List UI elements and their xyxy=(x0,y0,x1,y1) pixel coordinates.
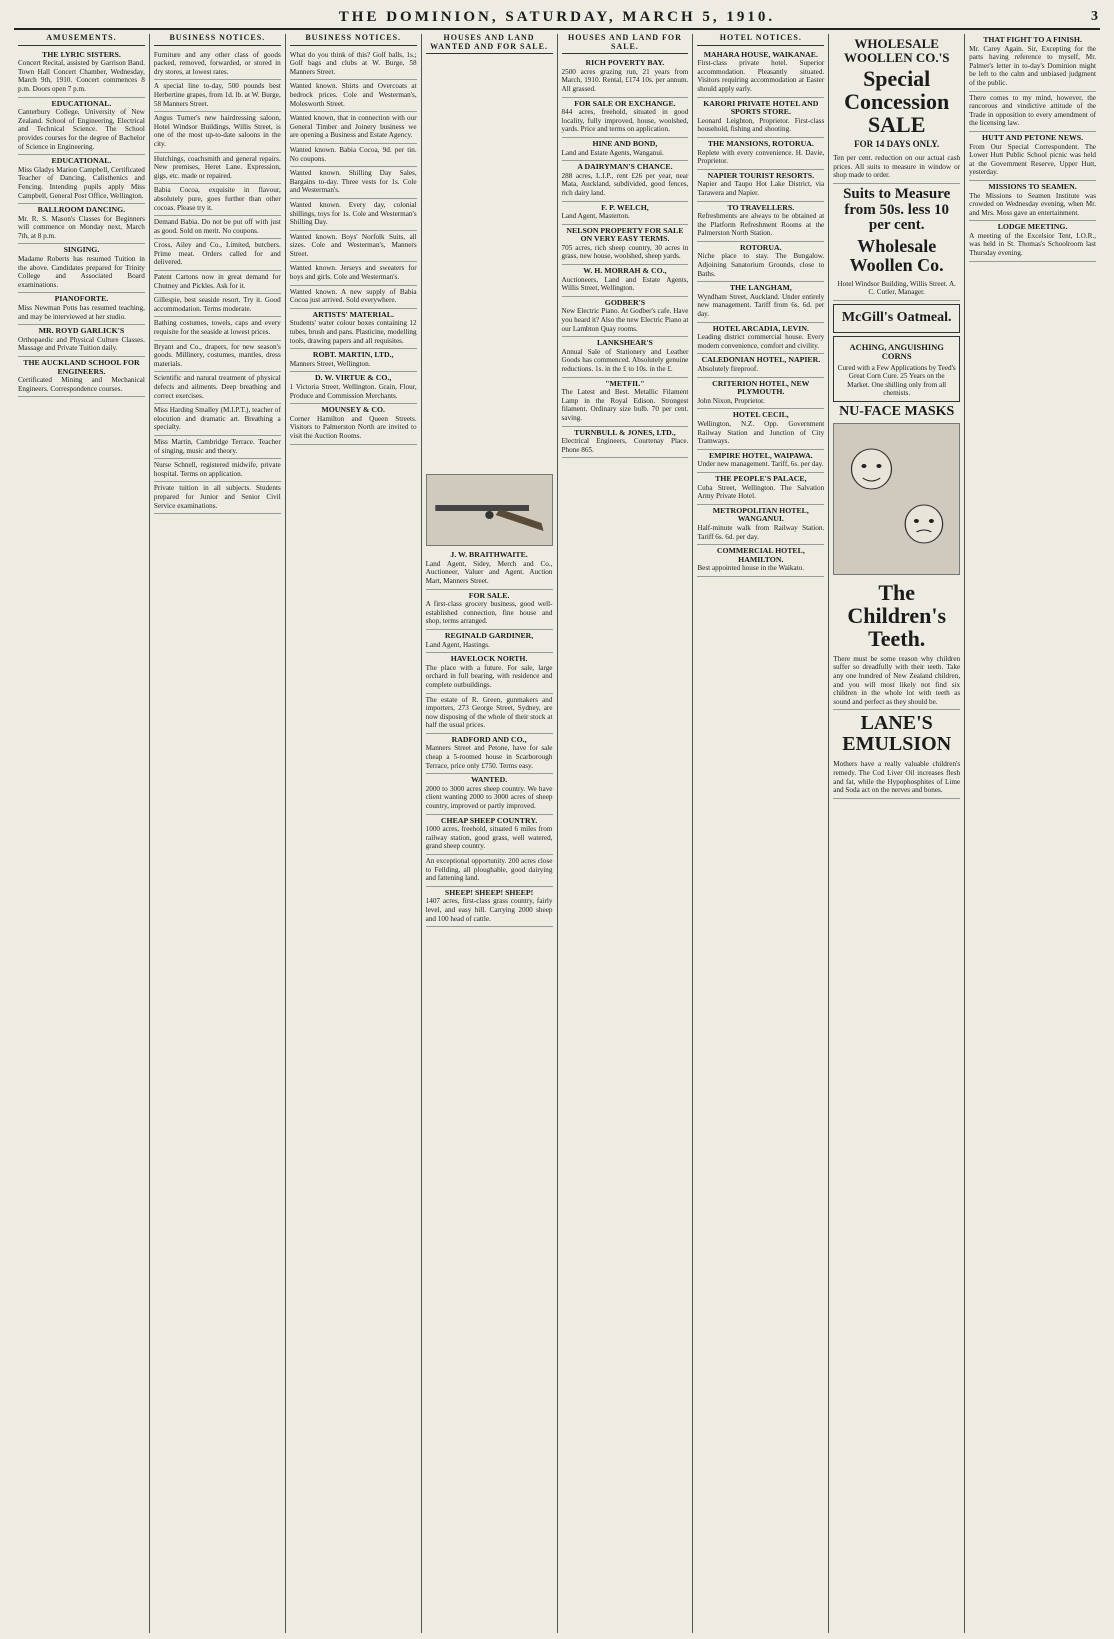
ad-list xyxy=(426,549,553,927)
ad-text: Wyndham Street, Auckland. Under entirely new management. Tariff from 6s. 6d. per day. xyxy=(697,292,825,319)
sale-heading: Special Concession SALE xyxy=(844,66,950,138)
ad-text: From Our Special Correspondent. The Lower Hutt Public School picnic was held at the Government Reserve, Upper Hutt, yesterday. xyxy=(969,142,1096,177)
ad-item xyxy=(562,225,689,265)
ad-item xyxy=(18,204,145,244)
ad-item xyxy=(562,265,689,297)
ad-heading: ROBT. MARTIN, LTD., xyxy=(312,350,394,360)
newspaper-title: THE DOMINION, SATURDAY, MARCH 5, 1910. xyxy=(338,8,776,25)
ad-item xyxy=(154,239,281,271)
ad-text: Concert Recital, assisted by Garrison Band. Town Hall Concert Chamber, Wednesday, March 9th, 1910. Concert commences 8 p.m. Doors open 7 p.m. xyxy=(18,59,145,93)
column-heading: HOUSES AND LAND FOR SALE. xyxy=(562,34,689,54)
ad-heading: HOTEL ARCADIA, LEVIN. xyxy=(712,323,809,333)
ad-text: The estate of R. Green, gunmakers and importers, 273 George Street, Sydney, are now disposing of the whole of their stock at half the usual prices. xyxy=(425,695,553,730)
ad-text: Land and Estate Agents, Wanganui. xyxy=(561,148,664,157)
ad-text: Angus Turner's new hairdressing saloon, Hotel Windsor Buildings, Willis Street, is one of the most up-to-date saloons in the city. xyxy=(153,114,281,148)
ad-text: 2000 to 3000 acres sheep country. We have client wanting 2000 to 3000 acres of sheep country, improved or partly improved. xyxy=(425,784,553,811)
article-list xyxy=(969,34,1096,262)
ad-heading: LANKSHEAR'S xyxy=(596,338,653,348)
ad-text: Refreshments are always to be obtained at the Platform Refreshment Rooms at the Palmerston North Station. xyxy=(697,212,825,238)
ad-heading: CRITERION HOTEL, NEW PLYMOUTH. xyxy=(712,378,810,397)
ad-item xyxy=(290,231,417,263)
column-heading: HOUSES AND LAND WANTED AND FOR SALE. xyxy=(426,34,553,54)
ad-text: 1000 acres, freehold, situated 6 miles from railway station, good grass, well watered, grand sheep country. xyxy=(425,825,553,851)
ad-item xyxy=(426,815,553,855)
ad-heading: CHEAP SHEEP COUNTRY. xyxy=(440,815,538,825)
ad-item xyxy=(154,271,281,294)
ad-item xyxy=(18,244,145,293)
ad-heading: THE LANGHAM, xyxy=(729,283,792,293)
ad-item xyxy=(562,202,689,225)
gun-icon xyxy=(427,475,552,545)
ad-item xyxy=(154,112,281,152)
ad-heading: A DAIRYMAN'S CHANCE. xyxy=(577,162,673,172)
ad-item xyxy=(154,482,281,514)
column-heading: BUSINESS NOTICES. xyxy=(154,34,281,46)
column-display-ads xyxy=(829,34,965,1633)
ad-heading: FOR SALE. xyxy=(468,590,510,600)
ad-text: Wanted known. Jerseys and sweaters for boys and girls. Cole and Westerman's. xyxy=(289,264,417,282)
ad-heading: HOTEL CECIL, xyxy=(732,410,789,420)
ad-text: A special line to-day, 500 pounds best Herbertine grapes, from 1d. lb. at W. Burge, 58 Manners Street. xyxy=(153,82,281,108)
nuface-illustration xyxy=(833,423,960,575)
ad-text: Cuba Street, Wellington. The Salvation Army Private Hotel. xyxy=(697,483,825,501)
ad-item xyxy=(969,221,1096,261)
ad-text: Napier and Taupo Hot Lake District, via Tarawera and Napier. xyxy=(697,180,825,197)
ad-item xyxy=(969,181,1096,221)
ad-list xyxy=(562,57,689,458)
ad-text: Annual Sale of Stationery and Leather Goods has commenced. Absolutely genuine reductions. 1s. in the £ to 10s. in the £. xyxy=(561,347,689,373)
ad-text: Patent Cartons now in great demand for Chutney and Pickles. Ask for it. xyxy=(153,273,281,290)
column-houses-sale xyxy=(558,34,694,1633)
ad-item xyxy=(562,57,689,97)
ad-item xyxy=(697,242,824,282)
ad-heading: MISSIONS TO SEAMEN. xyxy=(988,181,1077,191)
ad-text: Land Agent, Masterton. xyxy=(561,212,630,221)
corns-title: ACHING, ANGUISHING CORNS xyxy=(849,341,944,361)
ad-text: Land Agent, Sidey, Merch and Co., Auctioneer, Valuer and Agent. Auction Mart, Manners Street. xyxy=(425,559,553,585)
ad-text: Leonard Leighton, Proprietor. First-class household, fishing and shooting. xyxy=(697,116,825,134)
ad-text: Mr. Carey Again. Sir, Excepting for the parts having reference to myself, Mr. Palmer's letter in to-day's Dominion might be left to the calm and unbiased judgment of the public. xyxy=(969,44,1096,87)
ad-item xyxy=(154,184,281,216)
ad-item xyxy=(290,199,417,231)
ad-item xyxy=(426,855,553,887)
column-news xyxy=(965,34,1100,1633)
ad-item xyxy=(697,473,824,505)
ad-heading: HUTT AND PETONE NEWS. xyxy=(982,132,1084,142)
page-number: 3 xyxy=(1091,9,1100,24)
ad-heading: BALLROOM DANCING. xyxy=(37,205,126,215)
ad-heading: THE AUCKLAND SCHOOL FOR ENGINEERS. xyxy=(23,358,140,376)
ad-item xyxy=(290,80,417,112)
ad-text: Niche place to stay. The Bungalow. Adjoining Sanatorium Grounds, close to Baths. xyxy=(697,252,825,278)
ad-text: Wanted known. A new supply of Babia Cocoa just arrived. Sold everywhere. xyxy=(289,287,417,305)
ad-list xyxy=(290,49,417,445)
ad-item xyxy=(18,293,145,325)
ad-heading: LODGE MEETING. xyxy=(997,222,1068,232)
column-amusements xyxy=(14,34,150,1633)
ad-text: Orthopaedic and Physical Culture Classes. Massage and Private Tuition daily. xyxy=(18,335,145,353)
ad-item xyxy=(562,378,689,427)
ad-text: John Nixon, Proprietor. xyxy=(697,396,765,405)
ad-heading: KARORI PRIVATE HOTEL AND SPORTS STORE. xyxy=(703,98,819,117)
ad-item xyxy=(426,590,553,630)
ad-heading: MR. ROYD GARLICK'S xyxy=(38,326,125,336)
ad-text: Miss Newman Potts has resumed teaching, and may be interviewed at her studio. xyxy=(18,304,145,321)
ad-heading: MOUNSEY & CO. xyxy=(321,405,385,415)
column-heading: AMUSEMENTS. xyxy=(18,34,145,46)
ad-item xyxy=(154,216,281,239)
ad-text: Miss Gladys Marion Campbell, Certificated Teacher of Dancing, Calisthenics and Fencing. Intending pupils apply Miss Campbell, General Post Office, Wellington. xyxy=(18,165,145,200)
ad-heading: WANTED. xyxy=(470,775,508,785)
ad-item xyxy=(290,112,417,144)
ad-text: 1 Victoria Street, Wellington. Grain, Flour, Produce and Commission Merchants. xyxy=(289,383,417,400)
ad-text: Wanted known. Shirts and Overcoats at bedrock prices. Cole and Westerman's, Molesworth Street. xyxy=(289,82,417,108)
ad-text: Students' water colour boxes containing 12 tubes, brush and pans. Plasticine, modelling tools, drawing papers and all requisites. xyxy=(289,319,417,345)
ad-heading: NELSON PROPERTY FOR SALE ON VERY EASY TERMS. xyxy=(566,225,684,244)
ad-heading: GODBER'S xyxy=(604,297,646,307)
ad-text: Land Agent, Hastings. xyxy=(425,640,490,649)
ad-item xyxy=(290,49,417,81)
ad-item xyxy=(697,202,824,242)
ad-heading: CALEDONIAN HOTEL, NAPIER. xyxy=(701,355,821,365)
ad-item xyxy=(562,161,689,201)
ad-text: Bathing costumes, towels, caps and every requisite for the seaside at lowest prices. xyxy=(153,319,281,337)
ad-heading: METROPOLITAN HOTEL, WANGANUI. xyxy=(712,505,809,524)
ad-list xyxy=(18,49,145,398)
ad-heading: THE LYRIC SISTERS. xyxy=(42,49,121,59)
ad-item xyxy=(697,170,824,202)
ad-item xyxy=(154,372,281,404)
ad-text: Cross, Ailey and Co., Limited, butchers. Prime meat. Orders called for and delivered. xyxy=(153,241,281,267)
ad-text: Wanted known. Every day, colonial shillings, toys for 1s. Cole and Westerman's Shilling Day. xyxy=(289,200,417,227)
ad-item xyxy=(154,80,281,112)
ad-heading: REGINALD GARDINER, xyxy=(444,630,534,640)
ad-item xyxy=(426,653,553,693)
oatmeal-title: McGill's Oatmeal. xyxy=(841,310,952,325)
ad-text: New Electric Piano. At Godber's cafe. Have you heard it? Also the new Electric Piano at our Lambton Quay rooms. xyxy=(561,307,689,333)
ad-heading: "METFIL" xyxy=(605,378,645,388)
lanes-body: Mothers have a really valuable children's remedy. The Cod Liver Oil increases flesh and fat, while the Hypophosphites of Lime and Soda act on the nerves and bones. xyxy=(833,758,960,798)
ad-heading: W. H. MORRAH & CO., xyxy=(583,266,667,276)
ad-text: Babia Cocoa, exquisite in flavour, absolutely pure, goes further than other cocoas. Please try it. xyxy=(153,186,281,212)
face-mask-icon xyxy=(834,424,959,574)
ad-text: First-class private hotel. Superior accommodation. Pleasantly situated. Visitors requiring accommodation at Easter should apply early. xyxy=(697,59,825,93)
teeth-body: There must be some reason why children suffer so dreadfully with their teeth. Take any one hundred of New Zealand children, and you will most likely not find six children in the whole lot with teeth as sound and perfect as they should be. xyxy=(833,653,960,711)
ad-text: Wanted known. Babia Cocoa, 9d. per tin. No coupons. xyxy=(289,145,417,163)
ad-text: 288 acres, L.I.P., rent £26 per year, near Mata, Auckland, subdivided, good fences, rich dairy land. xyxy=(561,171,689,197)
ad-heading: SHEEP! SHEEP! SHEEP! xyxy=(444,887,534,897)
woollen-footer-name: Wholesale Woollen Co. xyxy=(849,236,944,275)
ad-item xyxy=(290,167,417,199)
ad-item xyxy=(154,404,281,436)
ad-item xyxy=(562,337,689,377)
ad-list xyxy=(697,49,824,577)
ad-item xyxy=(426,887,553,927)
ad-text: Wanted known, that in connection with our General Timber and Joinery business we are opening a Business and Estate Agency. xyxy=(289,114,417,140)
ad-item xyxy=(969,34,1096,92)
ad-item xyxy=(426,630,553,653)
ad-heading: HAVELOCK NORTH. xyxy=(450,654,528,664)
ad-heading: F. P. WELCH, xyxy=(601,202,649,212)
ad-text: Certificated Mining and Mechanical Engineers. Correspondence courses. xyxy=(18,376,145,393)
ad-text: Auctioneers, Land and Estate Agents, Willis Street, Wellington. xyxy=(561,275,689,293)
ad-text: Manners Street and Petone, have for sale cheap a 5-roomed house in Scarborough Terrace, price only £750. Terms easy. xyxy=(425,744,553,770)
ad-item xyxy=(290,262,417,285)
corns-body: Cured with a Few Applications by Teed's Great Corn Cure. 25 Years on the Market. One shilling only from all chemists. xyxy=(837,363,956,398)
ad-heading: ROTORUA. xyxy=(739,242,782,252)
ad-item xyxy=(290,349,417,372)
ad-item xyxy=(562,297,689,337)
ad-item xyxy=(697,98,824,138)
ad-text: Madame Roberts has resumed Tuition in the above. Candidates prepared for Trinity College and Associated Board examinations. xyxy=(18,255,145,289)
ad-item xyxy=(426,549,553,589)
ad-text: Private tuition in all subjects. Students prepared for Junior and Senior Civil Service examinations. xyxy=(153,484,281,510)
ad-item xyxy=(426,774,553,814)
ad-item xyxy=(18,325,145,357)
woollen-address: Hotel Windsor Building, Willis Street. A. C. Cutler, Manager. xyxy=(833,278,960,301)
ad-item xyxy=(290,144,417,167)
ad-text: Replete with every convenience. H. Davie, Proprietor. xyxy=(697,148,825,166)
ad-text: Manners Street, Wellington. xyxy=(289,359,371,368)
ad-text: Gillespie, best seaside resort. Try it. Good accommodation. Terms moderate. xyxy=(153,296,281,313)
corns-ad xyxy=(833,336,960,402)
ad-text: Electrical Engineers, Courtenay Place. Phone 865. xyxy=(561,437,689,454)
column-business-1 xyxy=(150,34,286,1633)
ad-item xyxy=(290,404,417,444)
ad-heading: EDUCATIONAL. xyxy=(51,156,112,166)
suits-offer: Suits to Measure from 50s. less 10 per cent. xyxy=(843,185,951,234)
ad-text: 1407 acres, first-class grass country, fairly level, and easy hill. Carrying 2000 sheep and 100 head of cattle. xyxy=(425,897,553,923)
ad-item xyxy=(18,49,145,98)
ad-item xyxy=(697,450,824,473)
ad-text: Wanted known. Boys' Norfolk Suits, all sizes. Cole and Westerman's, Manners Street. xyxy=(289,232,417,258)
ad-item xyxy=(290,286,417,309)
ad-item xyxy=(969,132,1096,181)
ad-text: A first-class grocery business, good well-established connection, fine house and shop, terms arranged. xyxy=(425,600,553,626)
ad-heading: EDUCATIONAL. xyxy=(51,98,112,108)
ad-text: 844 acres, freehold, situated in good locality, fully improved, house, woolshed, yards. Price and terms on application. xyxy=(561,108,689,134)
ad-item xyxy=(969,92,1096,132)
ad-item xyxy=(154,459,281,482)
ad-item xyxy=(697,49,824,98)
ad-heading: MAHARA HOUSE, WAIKANAE. xyxy=(703,49,818,59)
ad-text: Canterbury College, University of New Zealand. School of Engineering, Electrical and Technical Science. The School provides courses for the degree of Bachelor of Science in Engineering. xyxy=(18,108,145,151)
ad-text: Furniture and any other class of goods packed, removed, forwarded, or stored in dry stores, at lowest rates. xyxy=(153,50,281,76)
ad-item xyxy=(697,409,824,449)
ad-text: Demand Babia. Do not be put off with just as good. Sold on merit. No coupons. xyxy=(153,218,281,235)
ad-item xyxy=(562,98,689,138)
ad-text: Absolutely fireproof. xyxy=(697,365,759,373)
ad-item xyxy=(426,694,553,734)
teeth-heading: The Children's Teeth. xyxy=(847,579,946,651)
sale-body: Ten per cent. reduction on our actual cash prices. All suits to measure in window or shop made to order. xyxy=(833,152,960,184)
ad-text: An exceptional opportunity. 200 acres close to Feilding, all ploughable, good dairying and fattening land. xyxy=(425,857,553,883)
ad-item xyxy=(562,427,689,459)
nuface-title: NU-FACE MASKS xyxy=(839,403,955,419)
ad-text: Hutchings, coachsmith and general repairs. New premises, Heret Lane. Expression, gigs, etc. made or repaired. xyxy=(153,154,281,180)
ad-text: 705 acres, rich sheep country, 30 acres in grass, new house, woolshed, sheep yards. xyxy=(561,243,689,261)
ad-item xyxy=(697,323,824,355)
ad-text: Corner Hamilton and Queen Streets. Visitors to Palmerston North are invited to visit the Auction Rooms. xyxy=(289,414,417,440)
ad-heading: SINGING. xyxy=(63,245,100,255)
ad-text: There comes to my mind, however, the rancorous and vindictive attitude of the Trade in opposition to every amendment of the licensing law. xyxy=(969,93,1096,128)
ad-heading: RICH POVERTY BAY. xyxy=(585,58,665,68)
column-business-2 xyxy=(286,34,422,1633)
ad-item xyxy=(426,734,553,774)
ad-list xyxy=(154,49,281,515)
ad-item xyxy=(697,378,824,410)
ad-heading: PIANOFORTE. xyxy=(54,294,109,304)
ad-item xyxy=(18,98,145,156)
column-houses-wanted xyxy=(422,34,558,1633)
ad-heading: EMPIRE HOTEL, WAIPAWA. xyxy=(708,450,813,460)
ad-item xyxy=(562,138,689,161)
ad-text: Scientific and natural treatment of physical defects and ailments. Deep breathing and correct exercises. xyxy=(153,374,281,400)
ad-heading: RADFORD AND CO., xyxy=(451,734,527,744)
ad-heading: D. W. VIRTUE & CO., xyxy=(315,373,392,383)
ad-text: A meeting of the Excelsior Tent, I.O.R., was held in St. Thomas's Schoolroom last Thursday evening. xyxy=(969,231,1096,258)
ad-text: Under new management. Tariff, 6s. per day. xyxy=(697,460,824,469)
ad-item xyxy=(154,436,281,459)
ad-text: Leading district commercial house. Every modern convenience, comfort and civility. xyxy=(697,333,825,350)
ad-heading: FOR SALE OR EXCHANGE. xyxy=(574,98,676,108)
ad-text: The Missions to Seamen Institute was crowded on Wednesday evening, when Mr. and Mrs. Moss gave an entertainment. xyxy=(969,191,1096,217)
ad-text: Miss Martin, Cambridge Terrace. Teacher of singing, music and theory. xyxy=(153,437,281,455)
ad-item xyxy=(697,354,824,377)
oatmeal-ad xyxy=(833,304,960,333)
ad-text: Wellington, N.Z. Opp. Government Railway Station and Junction of City Tramways. xyxy=(697,419,825,446)
ad-item xyxy=(154,317,281,340)
ad-heading: TO TRAVELLERS. xyxy=(727,202,795,212)
ad-item xyxy=(154,341,281,373)
ad-text: The place with a future. For sale, large orchard in full bearing, with residence and complete outbuildings. xyxy=(425,663,553,689)
ad-heading: J. W. BRAITHWAITE. xyxy=(450,550,528,560)
ad-heading: ARTISTS' MATERIAL. xyxy=(312,309,394,319)
ad-item xyxy=(697,138,824,170)
ad-heading: TURNBULL & JONES, LTD., xyxy=(574,427,676,437)
ad-text: 2500 acres grazing run, 21 years from March, 1910. Rental, £174 10s. per annum. All grassed. xyxy=(561,67,689,93)
masthead xyxy=(14,6,1100,30)
ad-text: Wanted known. Shilling Day Sales, Bargains to-day. Three vests for 1s. Cole and Westerman's. xyxy=(289,169,417,195)
ad-item xyxy=(154,49,281,81)
ad-item xyxy=(697,282,824,322)
ad-heading: NAPIER TOURIST RESORTS. xyxy=(707,170,815,180)
ad-item xyxy=(290,372,417,404)
column-heading: HOTEL NOTICES. xyxy=(697,34,824,46)
ad-text: What do you think of this? Golf balls, 1s.; Golf bags and clubs at W. Burge, 58 Manners Street. xyxy=(289,50,417,76)
column-heading: BUSINESS NOTICES. xyxy=(290,34,417,46)
column-grid xyxy=(14,34,1100,1633)
ad-item xyxy=(697,505,824,545)
ad-text: Miss Harding Smalley (M.I.P.T.), teacher of elocution and dramatic art. Breathing a specialty. xyxy=(153,406,281,432)
ad-item xyxy=(290,309,417,349)
ad-heading: THE PEOPLE'S PALACE, xyxy=(715,473,807,483)
ad-text: Mr. R. S. Mason's Classes for Beginners will commence on Monday next, March 7th, at 8 p.m. xyxy=(18,214,145,240)
ad-item xyxy=(697,545,824,577)
column-hotels xyxy=(693,34,829,1633)
ad-heading: COMMERCIAL HOTEL, HAMILTON. xyxy=(716,546,805,564)
gun-illustration xyxy=(426,474,553,546)
ad-text: Half-minute walk from Railway Station. Tariff 6s. 6d. per day. xyxy=(697,523,825,541)
ad-heading: THE MANSIONS, ROTORUA. xyxy=(707,138,814,148)
ad-item xyxy=(18,155,145,204)
ad-item xyxy=(154,294,281,317)
ad-item xyxy=(154,153,281,185)
ad-text: Nurse Schnell, registered midwife, private hospital. Terms on application. xyxy=(153,461,281,478)
sale-duration: FOR 14 DAYS ONLY. xyxy=(854,138,940,149)
woollen-heading: WHOLESALE WOOLLEN CO.'S xyxy=(843,36,950,65)
ad-item xyxy=(18,357,145,397)
ad-text: Best appointed house in the Waikato. xyxy=(697,564,805,573)
lanes-heading: LANE'S EMULSION xyxy=(842,712,952,756)
ad-text: The Latest and Best. Metallic Filament Lamp in the Royal Edison. Strongest filament. Ordinary size bulb. 70 per cent. saving. xyxy=(561,388,689,422)
ad-text: Bryant and Co., drapers, for new season's goods. Millinery, costumes, mantles, dress materials. xyxy=(153,342,281,368)
ad-heading: HINE AND BOND, xyxy=(592,138,658,148)
ad-heading: THAT FIGHT TO A FINISH. xyxy=(983,35,1082,44)
